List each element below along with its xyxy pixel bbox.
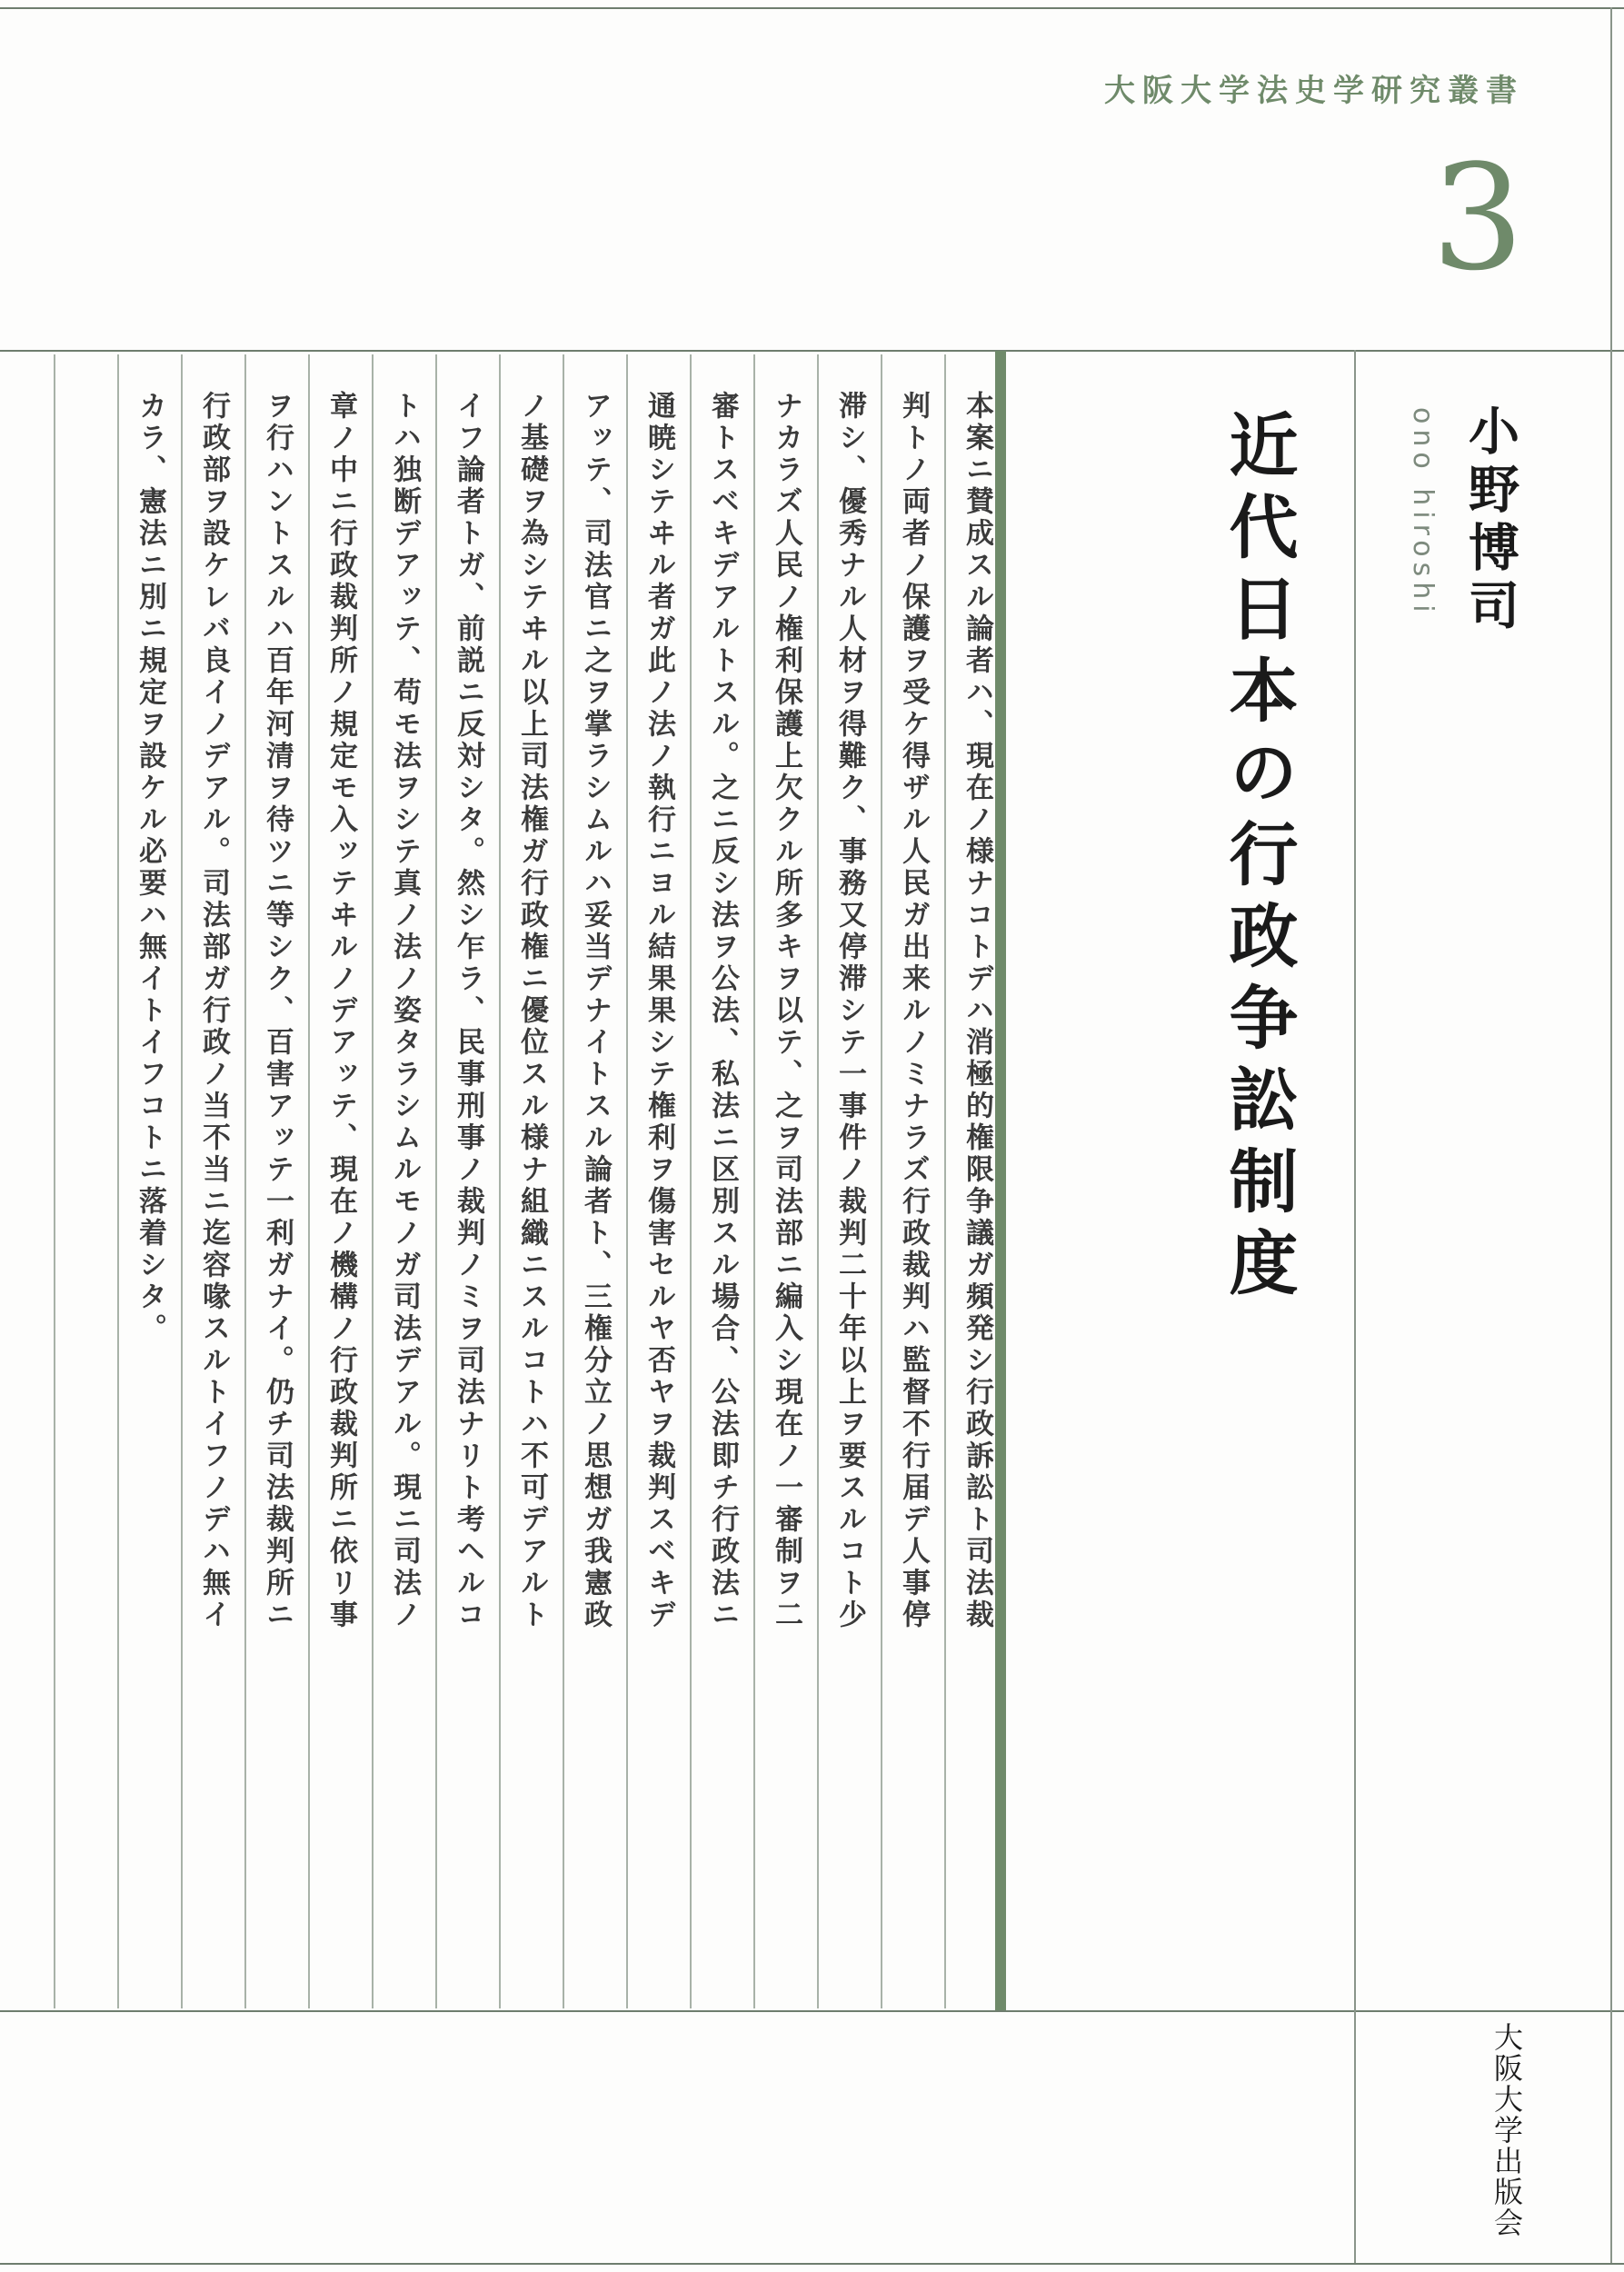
text-column [499,354,561,2008]
author-name: 小野博司 [1460,404,1520,637]
text-column [881,354,942,2008]
text-column [308,354,370,2008]
header-divider-line [0,350,1624,352]
text-column-content: カラ、憲法ニ別ニ規定ヲ設ケル必要ハ無イトイフコトニ落着シタ。 [134,391,166,1345]
accent-bar [995,351,1006,2010]
text-column-content: 通暁シテヰル者ガ此ノ法ノ執行ニヨル結果果シテ権利ヲ傷害セルヤ否ヤヲ裁判スベキデ [643,391,675,1631]
text-column-content: 行政部ヲ設ケレバ良イノデアル。司法部ガ行政ノ当不当ニ迄容喙スルトイフノデハ無イ [197,391,230,1631]
text-column-content: ノ基礎ヲ為シテヰル以上司法権ガ行政権ニ優位スル様ナ組織ニスルコトハ不可デアルト [515,391,548,1631]
text-column [372,354,433,2008]
text-column [626,354,688,2008]
text-column-content: アッテ、司法官ニ之ヲ掌ラシムルハ妥当デナイトスル論者ト、三権分立ノ思想ガ我憲政 [579,391,612,1631]
text-column [817,354,879,2008]
author-column-divider [1354,350,1356,2263]
text-column-content: ナカラズ人民ノ権利保護上欠クル所多キヲ以テ、之ヲ司法部ニ編入シ現在ノ一審制ヲ二 [770,391,802,1631]
text-column-content: 滞シ、優秀ナル人材ヲ得難ク、事務又停滞シテ一事件ノ裁判二十年以上ヲ要スルコト少 [833,391,866,1631]
book-title: 近代日本の行政争訟制度 [1218,409,1299,1309]
text-column [690,354,752,2008]
body-text-block [102,354,1006,2008]
text-column [117,354,179,2008]
text-column [181,354,243,2008]
publisher-name: 大阪大学出版会 [1489,2022,1524,2238]
footer-divider-line [0,2010,1624,2012]
text-column-content: 判トノ両者ノ保護ヲ受ケ得ザル人民ガ出来ルノミナラズ行政裁判ハ監督不行届デ人事停 [897,391,930,1631]
text-column [244,354,306,2008]
text-column-content: ヲ行ハントスルハ百年河清ヲ待ツニ等シク、百害アッテ一利ガナイ。仍チ司法裁判所ニ [261,391,294,1631]
text-column-content: トハ独断デアッテ、苟モ法ヲシテ真ノ法ノ姿タラシムルモノガ司法デアル。現ニ司法ノ [388,391,421,1631]
text-column-content: 本案ニ賛成スル論者ハ、現在ノ様ナコトデハ消極的権限争議ガ頻発シ行政訴訟ト司法裁 [961,391,993,1631]
top-border-line [0,7,1624,9]
volume-number: 3 [1431,133,1524,303]
text-column [435,354,497,2008]
text-column-content: 審トスベキデアルトスル。之ニ反シ法ヲ公法、私法ニ区別スル場合、公法即チ行政法ニ [706,391,739,1631]
bottom-border-line [0,2263,1624,2265]
text-column-edge [54,354,117,2008]
right-border-line [1610,7,1612,2263]
text-column [753,354,815,2008]
author-romaji: ono hiroshi [1407,407,1439,618]
text-column-content: イフ論者トガ、前説ニ反対シタ。然シ乍ラ、民事刑事ノ裁判ノミヲ司法ナリト考ヘルコ [452,391,484,1631]
series-title: 大阪大学法史学研究叢書 [1104,73,1524,109]
text-column [563,354,624,2008]
text-column-content: 章ノ中ニ行政裁判所ノ規定モ入ッテヰルノデアッテ、現在ノ機構ノ行政裁判所ニ依リ事 [324,391,357,1631]
